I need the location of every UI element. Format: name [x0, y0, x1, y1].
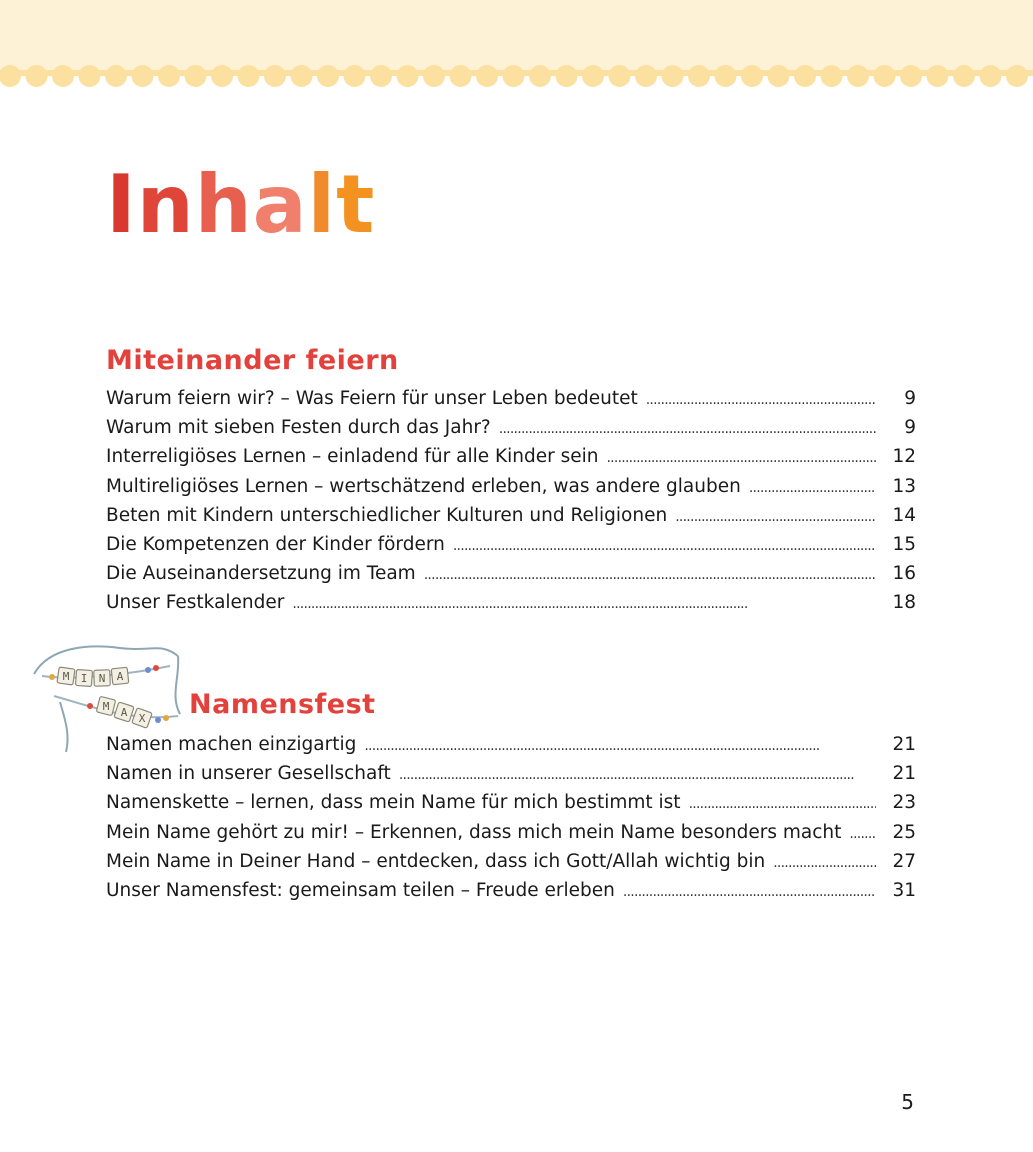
toc-section-miteinander-feiern [106, 342, 916, 618]
toc-entry[interactable] [106, 818, 916, 847]
toc-entry[interactable] [106, 876, 916, 905]
scallop-border-icon [0, 0, 1033, 96]
toc-entry[interactable] [106, 730, 916, 759]
toc-entry[interactable] [106, 501, 916, 530]
toc-entry[interactable] [106, 588, 916, 617]
toc-entry-page: 16 [892, 563, 916, 585]
section-heading: Namensfest [189, 689, 376, 720]
title-letter: n [136, 158, 195, 251]
toc-entry-title: Mein Name gehört zu mir! – Erkennen, dass mich mein Name besonders macht [106, 821, 842, 843]
title-letter: h [194, 158, 253, 251]
toc-entry-title: Warum mit sieben Festen durch das Jahr? [106, 417, 491, 439]
toc-entry-title: Beten mit Kindern unterschiedlicher Kulturen und Religionen [106, 504, 668, 526]
dot-leader [749, 472, 876, 503]
svg-text:A: A [116, 670, 124, 683]
toc-entry-page: 9 [904, 417, 916, 439]
section-heading: Miteinander feiern [106, 345, 399, 376]
toc-entry-page: 21 [892, 763, 916, 785]
toc-entry-page: 21 [892, 734, 916, 755]
dot-leader [675, 501, 876, 532]
toc-entry-page: 25 [892, 821, 916, 843]
svg-text:I: I [80, 672, 88, 685]
toc-entry-title: Mein Name in Deiner Hand – entdecken, dass ich Gott/Allah wichtig bin [106, 850, 766, 872]
toc-entry-title: Die Kompetenzen der Kinder fördern [106, 533, 445, 555]
toc-entry[interactable] [106, 442, 916, 471]
toc-entry-title: Die Auseinandersetzung im Team [106, 563, 416, 585]
toc-entry-title: Namenskette – lernen, dass mein Name für mich bestimmt ist [106, 792, 681, 814]
dot-leader [364, 730, 876, 761]
toc-entry-title: Namen in unserer Gesellschaft [106, 763, 391, 785]
dot-leader [623, 876, 876, 907]
toc-entry-title: Namen machen einzigartig [106, 734, 357, 755]
dot-leader [399, 759, 876, 790]
svg-text:N: N [98, 672, 106, 685]
title-letter: I [106, 158, 137, 251]
toc-entry[interactable] [106, 413, 916, 442]
toc-entry-page: 9 [904, 388, 916, 409]
dot-leader [453, 530, 876, 561]
page-number: 5 [901, 1090, 914, 1114]
title-letter: a [252, 158, 308, 251]
toc-entry-title: Multireligiöses Lernen – wertschätzend erleben, was andere glauben [106, 475, 741, 497]
toc-section-namensfest [106, 686, 916, 905]
toc-entry-page: 12 [892, 446, 916, 468]
toc-entry-page: 31 [892, 879, 916, 901]
toc-entry[interactable] [106, 847, 916, 876]
dot-leader [499, 413, 876, 444]
toc-entry[interactable] [106, 472, 916, 501]
toc-list [106, 730, 916, 905]
toc-entry-page: 15 [892, 533, 916, 555]
svg-text:A: A [120, 706, 128, 719]
toc-entry-title: Interreligiöses Lernen – einladend für alle Kinder sein [106, 446, 599, 468]
dot-leader [606, 442, 876, 473]
dot-leader [773, 847, 876, 878]
toc-entry[interactable] [106, 559, 916, 588]
svg-text:X: X [138, 712, 146, 725]
svg-text:M: M [62, 670, 70, 683]
dot-leader [424, 559, 876, 590]
toc-entry[interactable] [106, 384, 916, 413]
dot-leader [849, 818, 876, 849]
toc-entry-title: Warum feiern wir? – Was Feiern für unser Leben bedeutet [106, 388, 638, 409]
toc-entry[interactable] [106, 530, 916, 559]
toc-entry-page: 14 [892, 504, 916, 526]
title-letter: t [336, 158, 376, 251]
toc-entry-page: 13 [892, 475, 916, 497]
dot-leader [292, 588, 876, 619]
toc-list [106, 384, 916, 618]
toc-entry-title: Unser Namensfest: gemeinsam teilen – Freude erleben [106, 879, 615, 901]
toc-entry-title: Unser Festkalender [106, 592, 285, 614]
toc-entry-page: 18 [892, 592, 916, 614]
toc-entry[interactable] [106, 788, 916, 817]
dot-leader [646, 384, 876, 415]
toc-entry-page: 23 [892, 792, 916, 814]
top-decorative-band [0, 0, 1033, 96]
dot-leader [689, 788, 876, 819]
page-title [106, 160, 375, 250]
toc-entry-page: 27 [892, 850, 916, 872]
toc-entry[interactable] [106, 759, 916, 788]
svg-text:M: M [102, 700, 110, 713]
title-letter: l [307, 158, 337, 251]
